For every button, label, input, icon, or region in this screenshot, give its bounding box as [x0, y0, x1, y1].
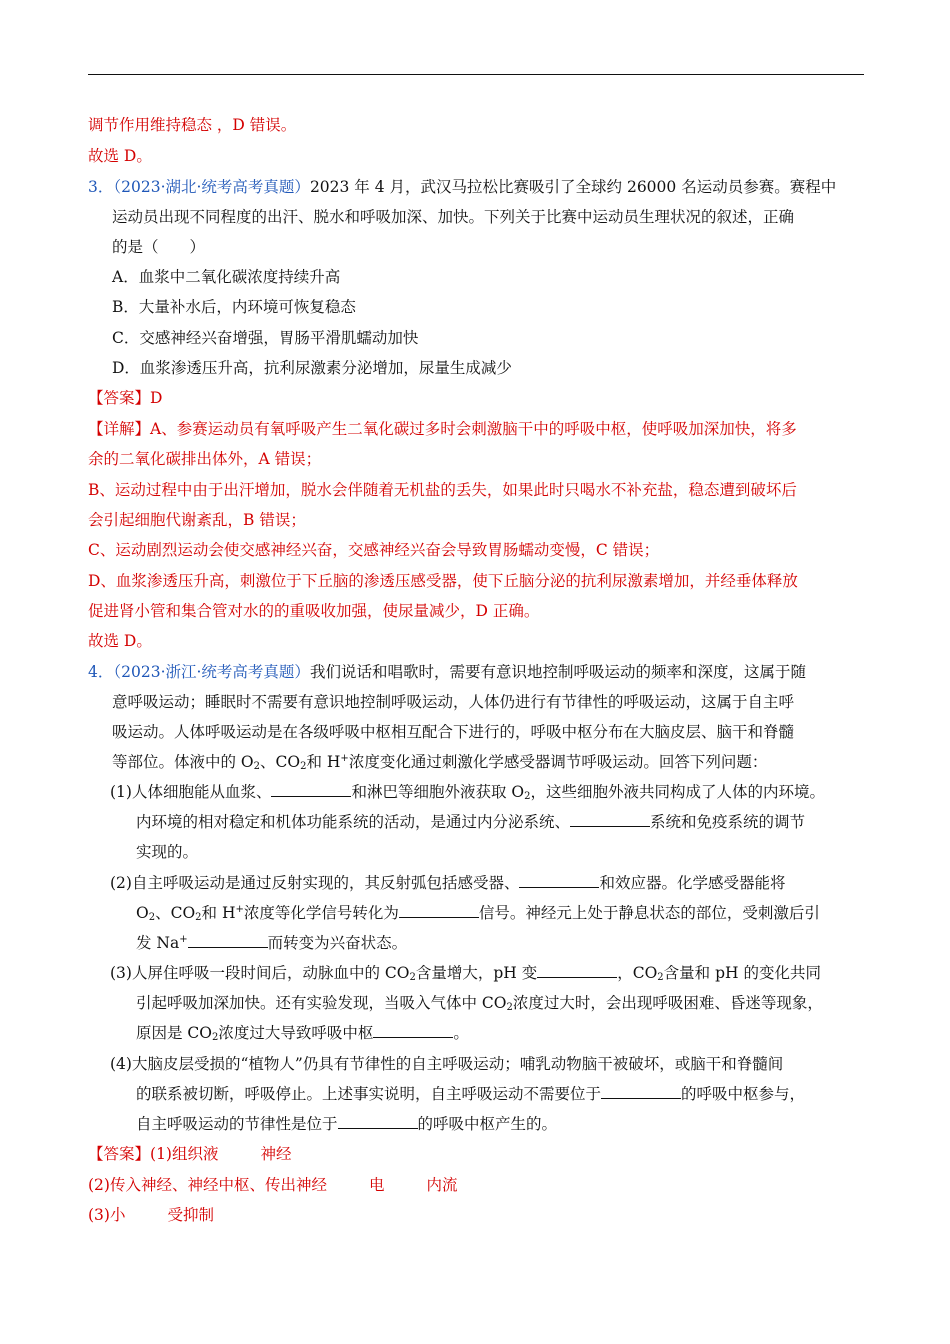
text-seg: 发 Na	[136, 934, 180, 952]
prev-explanation-tail: 调节作用维持稳态 ，D 错误。	[88, 116, 297, 134]
answer-value: D	[150, 389, 163, 407]
text-seg: 和效应器。化学感受器能将	[599, 874, 786, 892]
detail-text: 促进肾小管和集合管对水的的重吸收加强，使尿量减少，D 正确。	[88, 602, 540, 620]
text-seg: 自主呼吸运动的节律性是位于	[136, 1115, 338, 1133]
text-seg: 和淋巴等细胞外液获取 O	[351, 783, 525, 801]
sub-question-1-cont: 实现的。	[136, 843, 199, 861]
subscript: 2	[195, 912, 202, 923]
text-seg: 而转变为兴奋状态。	[267, 934, 408, 952]
answer-line	[88, 1204, 214, 1226]
stem-text: 我们说话和唱歌时，需要有意识地控制呼吸运动的频率和深度，这属于随	[309, 663, 806, 681]
answer-value: (1)组织液	[150, 1145, 219, 1163]
text-seg: 和 H	[201, 904, 236, 922]
sub-question-1-cont	[136, 811, 805, 833]
answer-value: (3)小	[88, 1206, 126, 1224]
option-a: A．血浆中二氧化碳浓度持续升高	[112, 268, 341, 286]
text-seg: 浓度过大导致呼吸中枢	[218, 1024, 374, 1042]
detail-text: 余的二氧化碳排出体外，A 错误；	[88, 450, 322, 468]
question-3-stem	[88, 176, 836, 198]
answer-blank[interactable]	[338, 1114, 418, 1129]
option-b: B．大量补水后，内环境可恢复稳态	[112, 298, 356, 316]
text-seg: ，这些细胞外液共同构成了人体的内环境。	[530, 783, 825, 801]
subscript: 2	[506, 1002, 513, 1013]
text-seg: 。	[453, 1024, 469, 1042]
stem-text: 意呼吸运动；睡眠时不需要有意识地控制呼吸运动，人体仍进行有节律性的呼吸运动，这属于自主呼	[112, 693, 795, 711]
answer-blank[interactable]	[188, 933, 268, 948]
sub-question-1	[110, 781, 825, 803]
text-seg: 和 H	[306, 753, 341, 771]
text-seg: 等部位。体液中的 O	[112, 753, 254, 771]
question-source: （2023·浙江·统考高考真题）	[113, 663, 310, 681]
detail-text: 会引起细胞代谢紊乱，B 错误；	[88, 511, 306, 529]
sub-question-4-cont	[136, 1083, 805, 1105]
text-seg: 系统和免疫系统的调节	[650, 813, 806, 831]
answer-label: 【答案】	[88, 389, 151, 407]
question-number: 4．	[88, 663, 114, 681]
answer-line	[88, 1143, 292, 1165]
text-seg: 的呼吸中枢产生的。	[417, 1115, 558, 1133]
answer-value: 电	[368, 1176, 385, 1194]
stem-text: 吸运动。人体呼吸运动是在各级呼吸中枢相互配合下进行的，呼吸中枢分布在大脑皮层、脑干和脊髓	[112, 723, 795, 741]
stem-text: 的是（ ）	[112, 238, 206, 256]
text-seg: 内环境的相对稳定和机体功能系统的活动，是通过内分泌系统、	[136, 813, 571, 831]
answer-blank[interactable]	[271, 782, 351, 797]
subscript: 2	[148, 912, 156, 923]
question-4-stem	[88, 661, 806, 683]
answer-blank[interactable]	[519, 873, 599, 888]
detail-text: A、参赛运动员有氧呼吸产生二氧化碳过多时会刺激脑干中的呼吸中枢，使呼吸加深加快，将多	[150, 420, 797, 438]
prev-conclusion: 故选 D。	[88, 147, 152, 165]
sub-question-2-cont	[136, 932, 407, 954]
text-seg: (3)人屏住呼吸一段时间后，动脉血中的 CO	[110, 964, 410, 982]
text-seg: (2)自主呼吸运动是通过反射实现的，其反射弧包括感受器、	[110, 874, 520, 892]
text-seg: 含量增大，pH 变	[415, 964, 538, 982]
answer-blank[interactable]	[399, 903, 479, 918]
question-source: （2023·湖北·统考高考真题）	[113, 178, 310, 196]
text-seg: (1)人体细胞能从血浆、	[110, 783, 272, 801]
detail-text: D、血浆渗透压升高，刺激位于下丘脑的渗透压感受器，使下丘脑分泌的抗利尿激素增加，并经垂体释放	[88, 572, 798, 590]
text-seg: 、CO	[155, 904, 196, 922]
answer-value: 内流	[426, 1176, 458, 1194]
text-seg: O	[136, 904, 149, 922]
conclusion: 故选 D。	[88, 632, 152, 650]
question-number: 3．	[88, 178, 114, 196]
text-seg: 浓度变化通过刺激化学感受器调节呼吸运动。回答下列问题：	[348, 753, 768, 771]
answer-line	[88, 387, 162, 409]
superscript: +	[179, 934, 188, 945]
sub-question-3-cont	[136, 992, 823, 1014]
option-d: D．血浆渗透压升高，抗利尿激素分泌增加，尿量生成减少	[112, 359, 512, 377]
answer-label: 【答案】	[88, 1145, 151, 1163]
answer-blank[interactable]	[373, 1023, 453, 1038]
answer-value: (2)传入神经、神经中枢、传出神经	[88, 1176, 327, 1194]
subscript: 2	[657, 972, 664, 983]
text-seg: 、CO	[260, 753, 301, 771]
sub-question-4: (4)大脑皮层受损的“植物人”仍具有节律性的自主呼吸运动；哺乳动物脑干被破坏，或脑干和脊髓间	[110, 1055, 784, 1073]
text-seg: 浓度过大时，会出现呼吸困难、昏迷等现象，	[512, 994, 823, 1012]
subscript: 2	[212, 1032, 219, 1043]
subscript: 2	[253, 761, 261, 772]
text-seg: 引起呼吸加深加快。还有实验发现，当吸入气体中 CO	[136, 994, 507, 1012]
stem-text	[112, 751, 767, 773]
answer-line	[88, 1174, 458, 1196]
answer-value: 受抑制	[167, 1206, 214, 1224]
sub-question-3-cont	[136, 1022, 469, 1044]
text-seg: ，CO	[617, 964, 658, 982]
text-seg: 信号。神经元上处于静息状态的部位，受刺激后引	[478, 904, 820, 922]
detail-text: B、运动过程中由于出汗增加，脱水会伴随着无机盐的丢失，如果此时只喝水不补充盐，稳态遭到破坏后	[88, 481, 797, 499]
text-seg: 的呼吸中枢参与，	[681, 1085, 806, 1103]
stem-text: 2023 年 4 月，武汉马拉松比赛吸引了全球约 26000 名运动员参赛。赛程中	[309, 178, 837, 196]
superscript: +	[235, 904, 244, 915]
sub-question-2	[110, 872, 785, 894]
text-seg: 含量和 pH 的变化共同	[663, 964, 821, 982]
answer-value: 神经	[260, 1145, 292, 1163]
header-rule	[88, 74, 864, 75]
answer-blank[interactable]	[570, 812, 650, 827]
subscript: 2	[300, 761, 307, 772]
subscript: 2	[409, 972, 416, 983]
sub-question-3	[110, 962, 821, 984]
text-seg: 浓度等化学信号转化为	[243, 904, 399, 922]
detail-line	[88, 418, 797, 440]
option-c: C．交感神经兴奋增强，胃肠平滑肌蠕动加快	[112, 329, 419, 347]
sub-question-2-cont	[136, 902, 820, 924]
detail-text: C、运动剧烈运动会使交感神经兴奋，交感神经兴奋会导致胃肠蠕动变慢，C 错误；	[88, 541, 660, 559]
answer-blank[interactable]	[601, 1084, 681, 1099]
detail-label: 【详解】	[88, 420, 151, 438]
stem-text: 运动员出现不同程度的出汗、脱水和呼吸加深、加快。下列关于比赛中运动员生理状况的叙述，正确	[112, 208, 795, 226]
answer-blank[interactable]	[537, 963, 617, 978]
superscript: +	[340, 753, 349, 764]
sub-question-4-cont	[136, 1113, 557, 1135]
text-seg: 原因是 CO	[136, 1024, 212, 1042]
subscript: 2	[524, 791, 531, 802]
text-seg: 的联系被切断，呼吸停止。上述事实说明，自主呼吸运动不需要位于	[136, 1085, 602, 1103]
